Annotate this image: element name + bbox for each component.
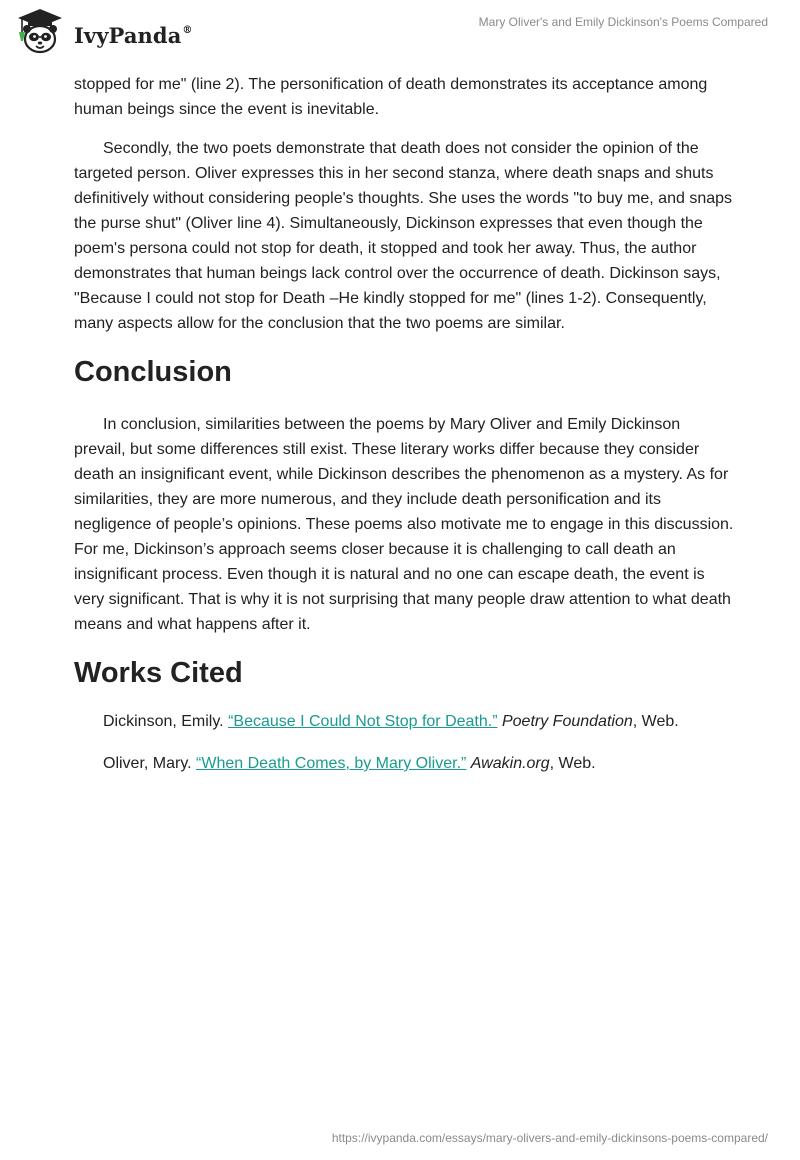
essay-content xyxy=(74,72,734,776)
paragraph-conclusion: In conclusion, similarities between the poems by Mary Oliver and Emily Dickinson prevail, but some differences still exist. These literary works differ because they consider death an insignificant event, while Dickinson describes the phenomenon as a mystery. As for similarities, they are more numerous, and they include death personification and its negligence of people’s opinions. These poems also motivate me to engage in this discussion. For me, Dickinson’s approach seems closer because it is challenging to call death an insignificant process. Even though it is natural and no one can escape death, the event is very significant. That is why it is not surprising that many people draw attention to what death means and what happens after it. xyxy=(74,416,734,633)
citation-suffix: , Web. xyxy=(549,755,596,772)
registered-mark: ® xyxy=(182,24,193,36)
logo-wordmark xyxy=(74,23,193,48)
paragraph-secondly: Secondly, the two poets demonstrate that death does not consider the opinion of the targeted person. Oliver expresses this in her second stanza, where death snaps and shuts definitively without considering people's thoughts. She uses the words "to buy me, and snaps the purse shut" (Oliver line 4). Simultaneously, Dickinson expresses that even though the poem's persona could not stop for death, it stopped and took her away. Thus, the author demonstrates that human beings lack control over the occurrence of death. Dickinson says, "Because I could not stop for Death –He kindly stopped for me" (lines 1-2). Consequently, many aspects allow for the conclusion that the two poems are similar. xyxy=(74,140,733,332)
panda-graduate-icon xyxy=(14,8,66,56)
ivypanda-logo[interactable] xyxy=(14,8,193,56)
citation-author: Dickinson, Emily. xyxy=(103,713,229,730)
citation-author: Oliver, Mary. xyxy=(103,755,197,772)
source-url[interactable]: https://ivypanda.com/essays/mary-olivers-and-emily-dickinsons-poems-compared/ xyxy=(331,1131,768,1145)
citation-link-oliver[interactable]: “When Death Comes, by Mary Oliver.” xyxy=(196,755,467,772)
page-header xyxy=(0,0,800,66)
document-title: Mary Oliver's and Emily Dickinson's Poems Compared xyxy=(478,15,768,29)
citation-dickinson xyxy=(103,709,734,734)
logo-name: IvyPanda xyxy=(74,22,182,48)
paragraph-continuation: stopped for me" (line 2). The personification of death demonstrates its acceptance among human beings since the event is inevitable. xyxy=(74,76,708,118)
citation-link-dickinson[interactable]: “Because I Could Not Stop for Death.” xyxy=(228,713,498,730)
citation-oliver xyxy=(103,751,734,776)
citation-suffix: , Web. xyxy=(632,713,679,730)
citation-source: Poetry Foundation xyxy=(501,713,633,730)
conclusion-heading: Conclusion xyxy=(74,356,232,388)
citation-source: Awakin.org xyxy=(470,755,550,772)
works-cited-heading: Works Cited xyxy=(74,657,243,689)
